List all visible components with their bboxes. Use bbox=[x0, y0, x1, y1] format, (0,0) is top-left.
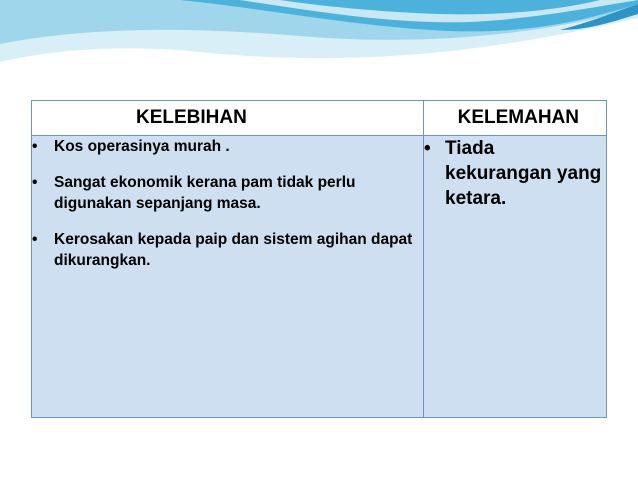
advantage-text: Kerosakan kepada paip dan sistem agihan dapat dikurangkan. bbox=[54, 231, 413, 269]
advantage-text: Kos operasinya murah . bbox=[54, 138, 230, 155]
bullet-icon: • bbox=[424, 138, 431, 159]
bullet-icon: • bbox=[32, 174, 38, 191]
table-body-row bbox=[32, 136, 607, 418]
list-item bbox=[424, 136, 606, 211]
header-disadvantages: KELEMAHAN bbox=[424, 101, 607, 136]
disadvantages-list bbox=[424, 136, 606, 211]
header-wave-decoration bbox=[0, 0, 638, 80]
bullet-icon: • bbox=[32, 138, 38, 155]
advantages-list bbox=[32, 136, 423, 271]
disadvantages-cell bbox=[424, 136, 607, 418]
list-item bbox=[32, 229, 423, 271]
bullet-icon: • bbox=[32, 231, 38, 248]
comparison-table bbox=[31, 100, 607, 418]
header-advantages: KELEBIHAN bbox=[32, 101, 424, 136]
table-header-row bbox=[32, 101, 607, 136]
list-item bbox=[32, 172, 423, 214]
list-item bbox=[32, 136, 423, 157]
advantage-text: Sangat ekonomik kerana pam tidak perlu digunakan sepanjang masa. bbox=[54, 174, 356, 212]
disadvantage-text: Tiada kekurangan yang ketara. bbox=[445, 138, 602, 209]
advantages-cell bbox=[32, 136, 424, 418]
